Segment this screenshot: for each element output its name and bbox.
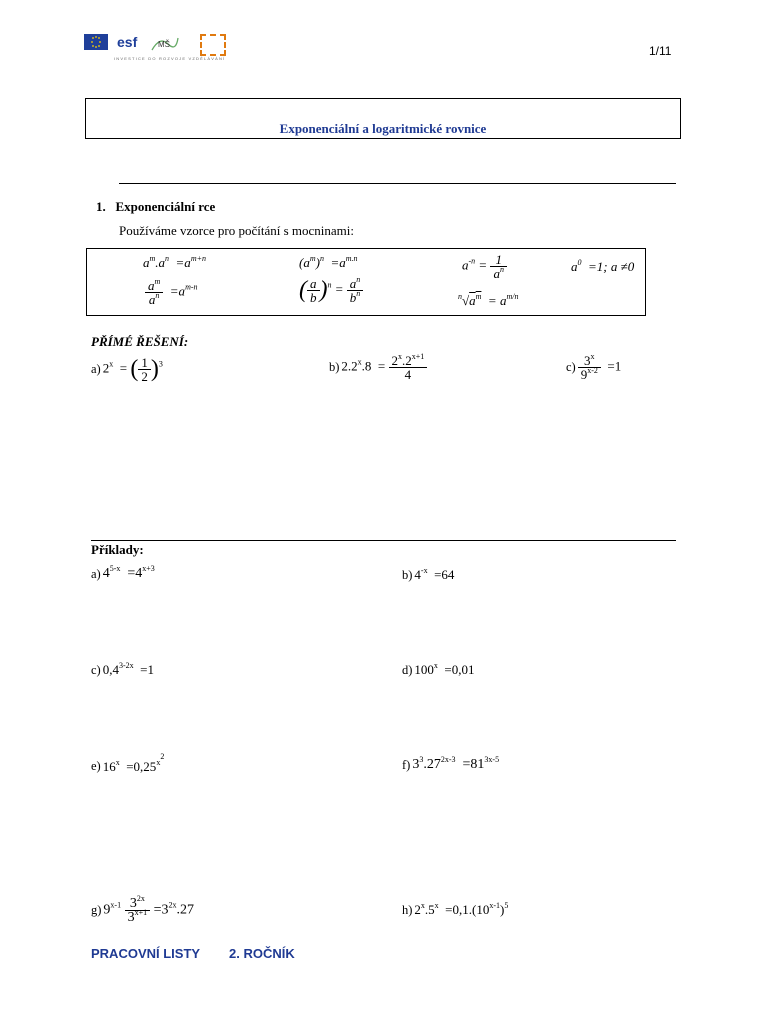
page-title: Exponenciální a logaritmické rovnice bbox=[279, 121, 487, 136]
equation: 2.2$^x$.8 = $\frac{2^x.2^{x+1}}{4}$ bbox=[341, 354, 427, 381]
formula-product: $a^m.a^n =a^{m+n}$ bbox=[143, 254, 206, 270]
formula-root: $^n√a^m = a^{m/n}$ bbox=[458, 292, 519, 308]
section-intro: Používáme vzorce pro počítání s mocninami: bbox=[119, 223, 355, 238]
equation: $4^{-x} =64$ bbox=[414, 566, 455, 582]
prime-example-c bbox=[566, 354, 621, 381]
example-h bbox=[402, 902, 508, 918]
msmt-logo bbox=[150, 34, 180, 54]
label: b) bbox=[402, 567, 413, 582]
example-d bbox=[402, 662, 475, 678]
example-c bbox=[91, 662, 154, 678]
equation: $2^x.5^x =0,1.(10^{x-1})^5$ bbox=[414, 901, 509, 917]
divider bbox=[119, 183, 676, 184]
footer-right: 2. ROČNÍK bbox=[229, 946, 295, 961]
title-box bbox=[85, 98, 681, 139]
examples-heading: Příklady: bbox=[91, 542, 144, 557]
formula-box bbox=[86, 248, 646, 316]
svg-text:MŠ: MŠ bbox=[158, 40, 170, 49]
example-b bbox=[402, 567, 454, 583]
example-e bbox=[91, 752, 165, 775]
formula-fraction-power: ( $\frac{a}{b}$ )$^n$ = $\frac{a^n}{b^n}$ bbox=[299, 277, 363, 304]
formula-zero-exponent: $a^0 =1$; a ≠0 bbox=[571, 258, 635, 274]
equation: $16^x =0,25^{x^2}$ bbox=[102, 752, 165, 774]
label: a) bbox=[91, 566, 101, 581]
label: b) bbox=[329, 360, 340, 374]
label: a) bbox=[91, 362, 101, 376]
prime-example-a bbox=[91, 356, 163, 383]
example-a bbox=[91, 566, 155, 582]
equation: 100$^x$ =0,01 bbox=[414, 661, 475, 677]
label: d) bbox=[402, 662, 413, 677]
divider bbox=[91, 540, 676, 541]
label: e) bbox=[91, 758, 101, 773]
label: h) bbox=[402, 902, 413, 917]
example-g bbox=[91, 894, 195, 925]
equation: $0,4^{3-2x} =1$ bbox=[102, 661, 154, 677]
label: f) bbox=[402, 757, 411, 772]
logo-caption: INVESTICE DO ROZVOJE VZDĚLÁVÁNÍ bbox=[114, 56, 226, 61]
section-heading: 1. Exponenciální rce bbox=[96, 199, 216, 214]
equation: $4^{5-x} =4^{x+3}$ bbox=[102, 564, 155, 581]
footer-left: PRACOVNÍ LISTY bbox=[91, 946, 201, 961]
esf-logo: esf bbox=[117, 34, 138, 50]
eu-flag-logo bbox=[84, 34, 108, 50]
equation: $\frac{3^x}{9^{x-2}}$ =1 bbox=[578, 354, 622, 381]
prime-heading: PŘÍMÉ ŘEŠENÍ: bbox=[91, 334, 189, 349]
header-logos bbox=[84, 34, 230, 62]
label: g) bbox=[91, 903, 102, 917]
label: c) bbox=[91, 662, 101, 677]
label: c) bbox=[566, 360, 576, 374]
equation: 9$^{x-1}$ $\frac{3^{2x}}{3^{x+1}}$ $=3^{2x}.27$ bbox=[103, 894, 195, 925]
school-logo bbox=[200, 34, 226, 56]
equation: 2$^x$ = ( $\frac{1}{2}$ )$^3$ bbox=[102, 355, 163, 384]
formula-negative-exponent: $a^{-n}$ = $\frac{1}{a^n}$ bbox=[462, 253, 507, 280]
equation: $3^3.27^{2x-3} =81^{3x-5}$ bbox=[412, 755, 500, 772]
formula-power-of-power: $(a^m)^n =a^{m.n}$ bbox=[299, 254, 358, 270]
prime-example-b bbox=[329, 354, 427, 381]
formula-quotient: $\frac{a^m}{a^n}$ $=a^{m-n}$ bbox=[145, 279, 198, 306]
page-number: 1/11 bbox=[649, 44, 672, 58]
example-f bbox=[402, 757, 499, 773]
